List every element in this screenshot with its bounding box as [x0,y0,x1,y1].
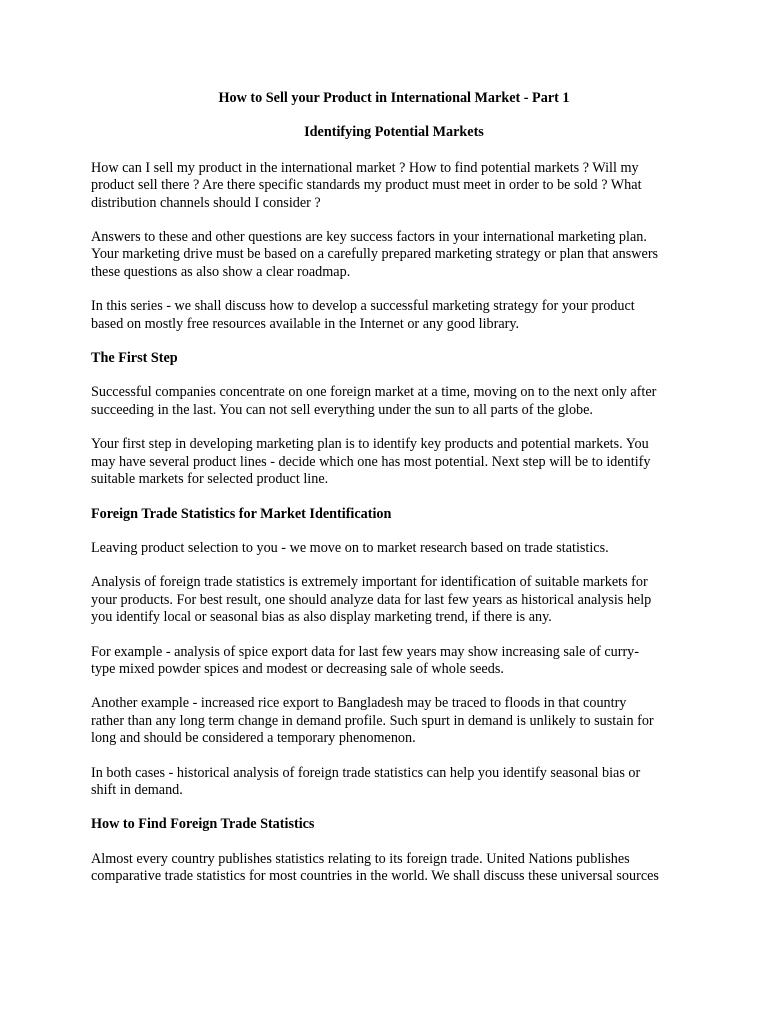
text-line: suitable markets for selected product line. [91,471,329,488]
section-heading-find-statistics: How to Find Foreign Trade Statistics [91,816,315,833]
text-line: Leaving product selection to you - we move on to market research based on trade statistics. [91,539,609,556]
text-line: Analysis of foreign trade statistics is extremely important for identification of suitable markets for [91,574,648,591]
text-line: Answers to these and other questions are key success factors in your international marketing plan. [91,229,647,246]
text-line: rather than any long term change in demand profile. Such spurt in demand is unlikely to sustain for [91,712,654,729]
text-line: Successful companies concentrate on one foreign market at a time, moving on to the next only after [91,384,657,401]
text-line: comparative trade statistics for most countries in the world. We shall discuss these universal sources [91,868,659,885]
text-line: How can I sell my product in the international market ? How to find potential markets ? Will my [91,159,639,176]
find-statistics-paragraph-1 [91,851,697,886]
text-line: Another example - increased rice export to Bangladesh may be traced to floods in that country [91,695,627,712]
text-line: For example - analysis of spice export data for last few years may show increasing sale of curry- [91,643,639,660]
section-heading-first-step: The First Step [91,350,178,367]
document-subtitle: Identifying Potential Markets [304,124,484,141]
text-line: these questions as also show a clear roadmap. [91,263,351,280]
intro-paragraph-1 [91,160,697,212]
text-line: shift in demand. [91,781,183,798]
document-content [91,90,697,903]
intro-paragraph-3 [91,298,697,333]
text-line: Your first step in developing marketing plan is to identify key products and potential markets. You [91,436,649,453]
text-line: may have several product lines - decide which one has most potential. Next step will be to identify [91,453,651,470]
text-line: In this series - we shall discuss how to develop a successful marketing strategy for your product [91,298,635,315]
text-line: Almost every country publishes statistics relating to its foreign trade. United Nations publishes [91,850,630,867]
text-line: long and should be considered a temporary phenomenon. [91,730,416,747]
text-line: your products. For best result, one should analyze data for last few years as historical analysis help [91,591,652,608]
statistics-paragraph-3 [91,644,697,679]
text-line: based on mostly free resources available in the Internet or any good library. [91,315,520,332]
statistics-paragraph-1 [91,540,697,557]
text-line: succeeding in the last. You can not sell everything under the sun to all parts of the globe. [91,401,593,418]
document-title: How to Sell your Product in International Market - Part 1 [218,90,570,106]
intro-paragraph-2 [91,229,697,281]
text-line: you identify local or seasonal bias as also display marketing trend, if there is any. [91,609,552,626]
statistics-paragraph-4 [91,695,697,747]
text-line: product sell there ? Are there specific standards my product must meet in order to be sold ? What [91,177,642,194]
text-line: type mixed powder spices and modest or decreasing sale of whole seeds. [91,660,504,677]
text-line: distribution channels should I consider ? [91,194,321,211]
statistics-paragraph-2 [91,574,697,626]
section-heading-foreign-trade-statistics: Foreign Trade Statistics for Market Identification [91,505,392,522]
first-step-paragraph-1 [91,384,697,419]
text-line: Your marketing drive must be based on a carefully prepared marketing strategy or plan that answers [91,246,659,263]
first-step-paragraph-2 [91,436,697,488]
text-line: In both cases - historical analysis of foreign trade statistics can help you identify seasonal bias or [91,764,641,781]
statistics-paragraph-5 [91,765,697,800]
